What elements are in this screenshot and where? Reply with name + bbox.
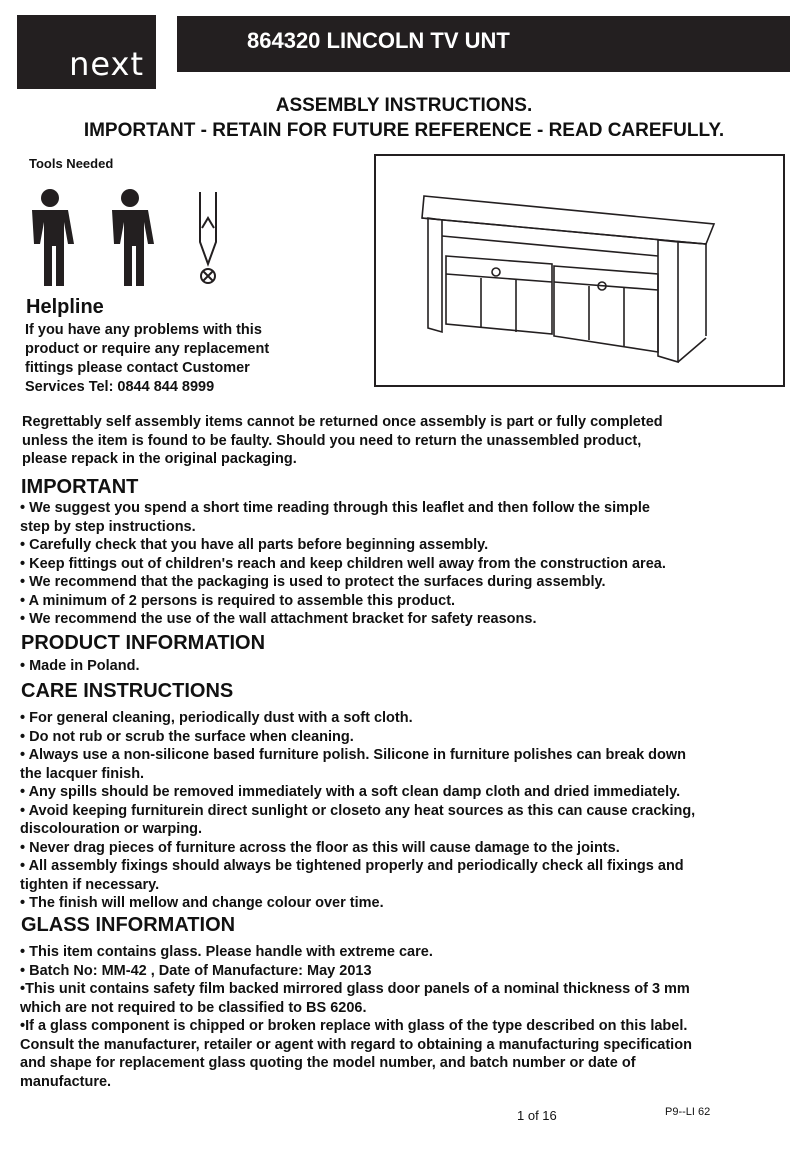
glass-title: GLASS INFORMATION	[21, 914, 236, 936]
page-number: 1 of 16	[517, 1108, 557, 1123]
important-line: • We suggest you spend a short time reading through this leaflet and then follow the simple	[20, 500, 650, 516]
product-info-title: PRODUCT INFORMATION	[21, 632, 266, 654]
helpline-line: Services Tel: 0844 844 8999	[25, 379, 215, 395]
tools-label: Tools Needed	[29, 156, 114, 171]
important-line: step by step instructions.	[20, 518, 196, 535]
returns-line: unless the item is found to be faulty. Should you need to return the unassembled product,	[22, 432, 642, 449]
retain-heading: IMPORTANT - RETAIN FOR FUTURE REFERENCE - READ CAREFULLY.	[83, 120, 725, 141]
care-line: • Avoid keeping furniturein direct sunlight or closeto any heat sources as this can cause cracking,	[20, 802, 696, 819]
brand-logo	[17, 15, 156, 89]
care-line: • Always use a non-silicone based furniture polish. Silicone in furniture polishes can break down	[20, 747, 687, 763]
tools-icons	[20, 188, 240, 288]
product-info-line: • Made in Poland.	[20, 658, 140, 674]
important-line: • Keep fittings out of children's reach and keep children well away from the construction area.	[20, 555, 666, 572]
care-line: the lacquer finish.	[20, 765, 145, 782]
glass-line: •If a glass component is chipped or broken replace with glass of the type described on this label.	[20, 1018, 688, 1034]
care-line: • All assembly fixings should always be tightened properly and periodically check all fixings and	[20, 858, 684, 874]
glass-line: Consult the manufacturer, retailer or agent with regard to obtaining a manufacturing specification	[20, 1036, 692, 1053]
care-line: • Never drag pieces of furniture across the floor as this will cause damage to the joints.	[20, 839, 620, 856]
assembly-heading: ASSEMBLY INSTRUCTIONS.	[275, 95, 533, 116]
glass-line: and shape for replacement glass quoting the model number, and batch number or date of	[20, 1055, 636, 1071]
product-illustration-frame	[374, 154, 785, 387]
care-line: • For general cleaning, periodically dust with a soft cloth.	[20, 710, 413, 726]
person-icon	[32, 189, 74, 286]
helpline-body	[25, 321, 345, 397]
document-code: P9--LI 62	[665, 1106, 711, 1118]
glass-line: • This item contains glass. Please handle with extreme care.	[20, 944, 433, 960]
glass-line: which are not required to be classified to BS 6206.	[20, 999, 367, 1016]
important-line: • We recommend that the packaging is used to protect the surfaces during assembly.	[20, 574, 606, 590]
care-line: • The finish will mellow and change colour over time.	[20, 895, 384, 911]
care-title: CARE INSTRUCTIONS	[21, 680, 234, 702]
important-list	[20, 499, 795, 629]
care-line: • Any spills should be removed immediately with a soft clean damp cloth and dried immediately.	[20, 784, 681, 800]
screwdriver-icon	[200, 192, 216, 283]
helpline-line: If you have any problems with this	[25, 322, 262, 338]
title-bar	[177, 16, 790, 72]
glass-line: •This unit contains safety film backed mirrored glass door panels of a nominal thickness of 3 mm	[20, 981, 690, 997]
person-icon	[112, 189, 154, 286]
helpline-line: fittings please contact Customer	[25, 360, 250, 376]
care-line: • Do not rub or scrub the surface when cleaning.	[20, 728, 354, 745]
important-title: IMPORTANT	[21, 476, 139, 498]
glass-line: manufacture.	[20, 1073, 112, 1090]
page-title: 864320 LINCOLN TV UNT	[247, 28, 510, 53]
care-line: tighten if necessary.	[20, 876, 160, 893]
helpline-line: product or require any replacement	[25, 341, 270, 357]
returns-line: Regrettably self assembly items cannot be returned once assembly is part or fully completed	[22, 414, 663, 430]
important-line: • A minimum of 2 persons is required to assemble this product.	[20, 592, 456, 609]
important-line: • Carefully check that you have all parts before beginning assembly.	[20, 537, 489, 553]
care-list	[20, 709, 795, 913]
returns-line: please repack in the original packaging.	[22, 451, 297, 467]
returns-paragraph	[22, 413, 792, 469]
glass-line: • Batch No: MM-42 , Date of Manufacture: May 2013	[20, 962, 372, 979]
glass-list	[20, 943, 795, 1091]
care-line: discolouration or warping.	[20, 821, 203, 837]
logo-text: next	[69, 45, 144, 83]
tv-unit-illustration	[376, 156, 783, 385]
helpline-title: Helpline	[26, 296, 104, 318]
product-info-list	[20, 657, 795, 676]
important-line: • We recommend the use of the wall attachment bracket for safety reasons.	[20, 611, 537, 627]
